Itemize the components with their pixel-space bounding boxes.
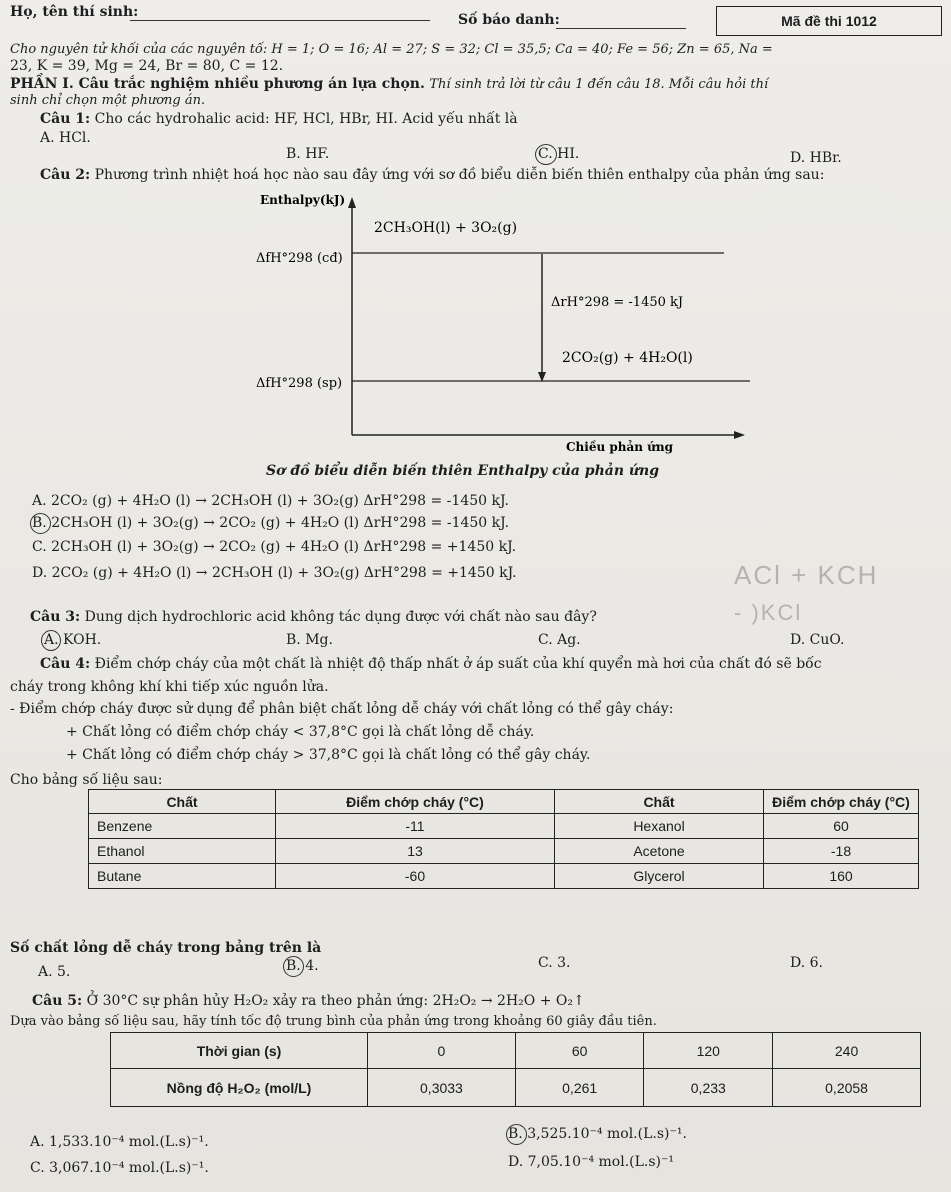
q1-label: Câu 1: [40,111,91,127]
answer-circle-q4 [283,956,304,977]
q4-option-b[interactable]: B. 4. [286,958,319,974]
table-row [89,839,919,864]
q3-option-d[interactable]: D. CuO. [790,632,845,648]
atomic-masses-line2: 23, K = 39, Mg = 24, Br = 80, C = 12. [10,58,284,74]
q2-option-d[interactable]: D. 2CO₂ (g) + 4H₂O (l) → 2CH₃OH (l) + 3O₂(g) ΔrH°298 = +1450 kJ. [32,565,517,581]
answer-circle-q2 [30,513,51,534]
table-cell: Acetone [555,839,764,864]
diagram-y-arrow [348,197,356,208]
q5-stem [32,993,585,1009]
flash-point-table [88,789,919,889]
table-cell: Benzene [89,814,276,839]
q1-option-b[interactable]: B. HF. [286,146,330,162]
q5-option-c[interactable]: C. 3,067.10⁻⁴ mol.(L.s)⁻¹. [30,1160,209,1176]
table-cell: 60 [764,814,919,839]
reactants-formula: 2CH₃OH(l) + 3O₂(g) [374,220,518,236]
q4-option-c[interactable]: C. 3. [538,955,571,971]
reactants-level-label: ΔfH°298 (cđ) [256,251,343,266]
table-header: Điểm chớp cháy (°C) [276,790,555,814]
q3-label: Câu 3: [30,609,81,625]
table-cell: 0,261 [515,1069,644,1107]
enthalpy-diagram [0,0,951,470]
table-cell: 120 [644,1033,773,1069]
name-label: Họ, tên thí sinh: [10,4,139,20]
table-header: Điểm chớp cháy (°C) [764,790,919,814]
q5-option-d[interactable]: D. 7,05.10⁻⁴ mol.(L.s)⁻¹ [508,1154,675,1170]
table-cell: -18 [764,839,919,864]
part1-instr1: Thí sinh trả lời từ câu 1 đến câu 18. Mỗi câu hỏi thí [429,77,769,92]
table-cell: Butane [89,864,276,889]
table-cell: 60 [515,1033,644,1069]
table-cell: 13 [276,839,555,864]
table-cell: 0,2058 [773,1069,921,1107]
table-cell: -11 [276,814,555,839]
q3-stem [30,609,597,625]
q4-option-a[interactable]: A. 5. [38,964,71,980]
table-cell: 240 [773,1033,921,1069]
table-row [111,1033,921,1069]
h2o2-table [110,1032,921,1107]
q4-bullet2: + Chất lỏng có điểm chớp cháy > 37,8°C gọi là chất lỏng có thể gây cháy. [66,747,591,763]
table-header: Chất [89,790,276,814]
table-header: Thời gian (s) [111,1033,368,1069]
q2-option-a[interactable]: A. 2CO₂ (g) + 4H₂O (l) → 2CH₃OH (l) + 3O₂(g) ΔrH°298 = -1450 kJ. [32,493,509,509]
diagram-x-axis-label: Chiều phản ứng [566,440,674,454]
table-cell: 0 [368,1033,516,1069]
q5-text2: Dựa vào bảng số liệu sau, hãy tính tốc độ trung bình của phản ứng trong khoảng 60 giây đầu tiên. [10,1014,657,1029]
q3-option-a[interactable]: A. KOH. [44,632,102,648]
q2-caption: Sơ đồ biểu diễn biến thiên Enthalpy của phản ứng [266,463,660,479]
q1-text: Cho các hydrohalic acid: HF, HCl, HBr, HI. Acid yếu nhất là [94,111,518,127]
products-level-label: ΔfH°298 (sp) [256,376,343,391]
answer-circle-q3 [41,630,61,651]
table-cell: -60 [276,864,555,889]
handwritten-note-1: ACl + KCH [734,560,879,590]
diagram-x-arrow [734,431,745,439]
table-cell: Hexanol [555,814,764,839]
q2-text: Phương trình nhiệt hoá học nào sau đây ứng với sơ đồ biểu diễn biến thiên enthalpy của phản ứng sau: [94,167,825,183]
q3-option-b[interactable]: B. Mg. [286,632,333,648]
sbd-label: Số báo danh: [458,12,560,28]
products-formula: 2CO₂(g) + 4H₂O(l) [562,350,693,366]
table-row [111,1069,921,1107]
q1-option-c[interactable]: C. HI. [538,146,580,162]
q1-option-d[interactable]: D. HBr. [790,150,842,166]
q4-text2: cháy trong không khí khi tiếp xúc nguồn lửa. [10,679,329,695]
delta-h-label: ΔrH°298 = -1450 kJ [551,295,684,310]
table-row [89,814,919,839]
table-cell: 160 [764,864,919,889]
q5-option-b[interactable]: B. 3,525.10⁻⁴ mol.(L.s)⁻¹. [508,1126,687,1142]
answer-circle-q5 [506,1124,527,1145]
q4-label: Câu 4: [40,656,91,672]
q4-table-intro: Cho bảng số liệu sau: [10,772,163,788]
atomic-masses-line1: Cho nguyên tử khối của các nguyên tố: H = 1; O = 16; Al = 27; S = 32; Cl = 35,5; Ca = 40; Fe = 56; Zn = 65, Na = [10,42,773,57]
table-cell: Glycerol [555,864,764,889]
q4-stem [40,656,822,672]
q4-text: Điểm chớp cháy của một chất là nhiệt độ thấp nhất ở áp suất của khí quyển mà hơi của chất đó sẽ bốc [94,656,822,672]
q4-bullet1: + Chất lỏng có điểm chớp cháy < 37,8°C gọi là chất lỏng dễ cháy. [66,724,535,740]
table-cell: 0,233 [644,1069,773,1107]
q3-option-c[interactable]: C. Ag. [538,632,581,648]
table-header-row [89,790,919,814]
table-row [89,864,919,889]
q5-label: Câu 5: [32,993,83,1009]
table-header: Nồng độ H₂O₂ (mol/L) [111,1069,368,1107]
q4-option-d[interactable]: D. 6. [790,955,823,971]
q4-text3: - Điểm chớp cháy được sử dụng để phân biệt chất lỏng dễ cháy với chất lỏng có thể gây cháy: [10,701,674,717]
q3-text: Dung dịch hydrochloric acid không tác dụng được với chất nào sau đây? [84,609,597,625]
exam-code: Mã đề thi 1012 [781,13,877,29]
q1-option-a[interactable]: A. HCl. [40,130,91,146]
q5-text: Ở 30°C sự phân hủy H₂O₂ xảy ra theo phản ứng: 2H₂O₂ → 2H₂O + O₂↑ [86,993,585,1009]
table-cell: Ethanol [89,839,276,864]
diagram-y-axis-label: Enthalpy(kJ) [260,193,346,207]
q2-option-b[interactable]: B. 2CH₃OH (l) + 3O₂(g) → 2CO₂ (g) + 4H₂O (l) ΔrH°298 = -1450 kJ. [32,515,510,531]
table-header: Chất [555,790,764,814]
q4-question: Số chất lỏng dễ cháy trong bảng trên là [10,940,322,956]
q2-label: Câu 2: [40,167,91,183]
q2-option-c[interactable]: C. 2CH₃OH (l) + 3O₂(g) → 2CO₂ (g) + 4H₂O (l) ΔrH°298 = +1450 kJ. [32,539,517,555]
table-cell: 0,3033 [368,1069,516,1107]
handwritten-note-2: - )KCl [734,600,803,625]
part1-title: PHẦN I. Câu trắc nghiệm nhiều phương án lựa chọn. [10,76,425,92]
part1-instr2: sinh chỉ chọn một phương án. [10,93,206,108]
q5-option-a[interactable]: A. 1,533.10⁻⁴ mol.(L.s)⁻¹. [30,1134,209,1150]
